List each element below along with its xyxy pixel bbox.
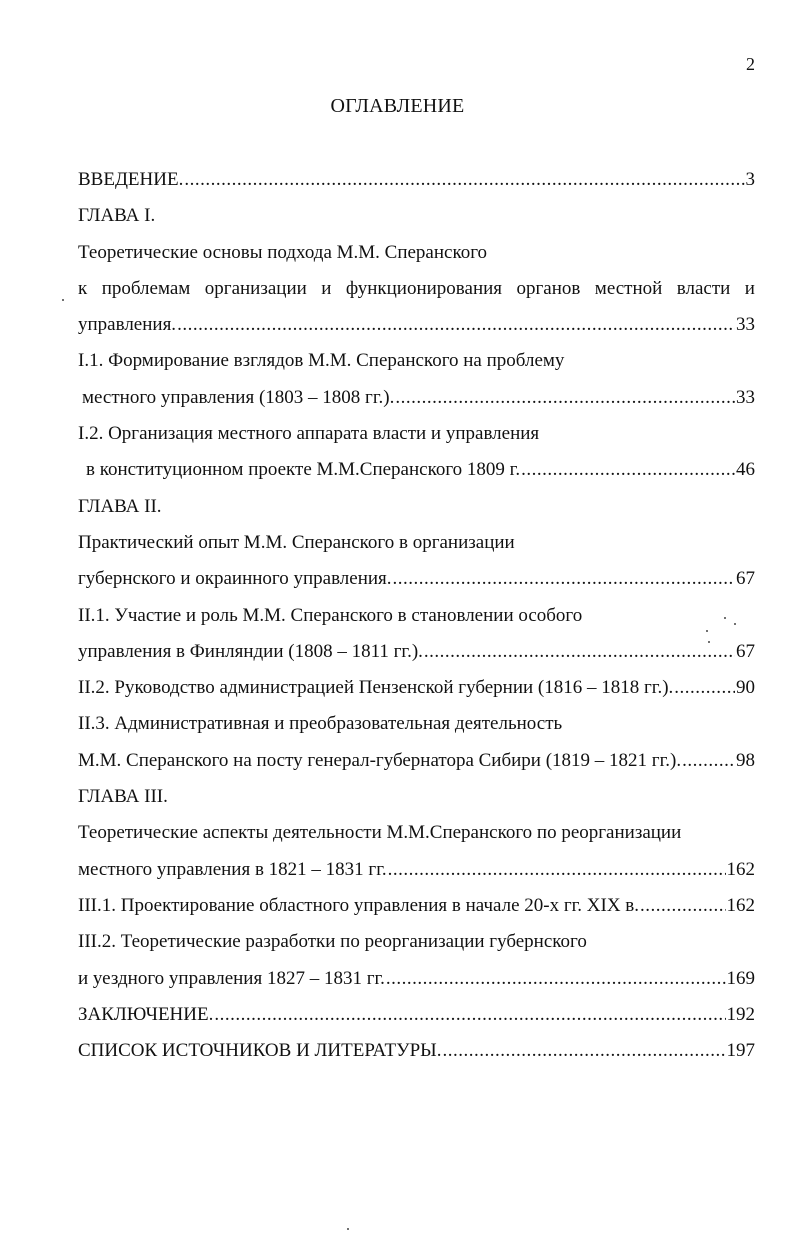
toc-entry-text: управления. <box>78 314 177 336</box>
page-number: 2 <box>746 54 755 74</box>
toc-page-ref: 162 <box>726 858 755 880</box>
chapter-title-justified-line <box>78 276 755 312</box>
scan-speck <box>724 617 726 619</box>
scan-speck <box>706 630 708 632</box>
chapter-heading: ГЛАВА III. <box>78 786 168 808</box>
section-title-line: I.1. Формирование взглядов М.М. Сперанского на проблему <box>78 350 565 372</box>
toc-entry-text: в конституционном проекте М.М.Сперанского 1809 г. <box>86 459 521 481</box>
toc-entry-text: III.1. Проектирование областного управления в начале 20-х гг. XIX в. <box>78 894 640 916</box>
toc-entry-conclusion <box>78 1002 755 1038</box>
word: местной <box>594 277 663 299</box>
dot-leader <box>521 457 735 483</box>
word: организации <box>204 277 307 299</box>
dot-leader <box>177 312 735 338</box>
chapter-title-line: Практический опыт М.М. Сперанского в организации <box>78 531 515 553</box>
dot-leader <box>674 675 735 701</box>
word: и <box>321 277 332 299</box>
toc-entry-text: II.2. Руководство администрацией Пензенской губернии (1816 – 1818 гг.). <box>78 677 674 699</box>
toc-entry-sources <box>78 1038 755 1074</box>
toc-page-ref: 98 <box>736 749 755 771</box>
toc-entry-text: местного управления в 1821 – 1831 гг. <box>78 858 387 880</box>
toc-entry-text: управления в Финляндии (1808 – 1811 гг.). <box>78 640 423 662</box>
toc-page-ref: 3 <box>745 169 755 190</box>
toc-page-ref: 33 <box>736 314 755 336</box>
toc-page-ref: 33 <box>736 386 755 408</box>
dot-leader <box>393 566 735 592</box>
toc-entry-text: местного управления (1803 – 1808 гг.). <box>82 386 395 408</box>
dot-leader <box>386 966 726 992</box>
word: к <box>78 277 88 299</box>
dot-leader <box>395 385 735 411</box>
dot-leader <box>388 857 726 883</box>
toc-page-ref: 90 <box>736 677 755 699</box>
dot-leader <box>682 748 735 774</box>
dot-leader <box>424 639 735 665</box>
toc-entry-text: ЗАКЛЮЧЕНИЕ. <box>78 1003 214 1025</box>
chapter-title-line: Теоретические аспекты деятельности М.М.Сперанского по реорганизации <box>78 822 682 844</box>
toc-entry-text: и уездного управления 1827 – 1831 гг. <box>78 967 385 989</box>
section-title-line: II.3. Административная и преобразовательная деятельность <box>78 713 563 735</box>
word: и <box>744 277 755 299</box>
toc-entry-text: М.М. Сперанского на посту генерал-губернатора Сибири (1819 – 1821 гг.). <box>78 749 682 771</box>
toc-entry-ch1 <box>78 312 755 348</box>
scan-speck <box>62 299 64 301</box>
scan-speck <box>734 623 736 625</box>
toc-page-ref: 67 <box>736 568 755 590</box>
toc-entry-ch3 <box>78 857 755 893</box>
toc-page-ref: 169 <box>726 967 755 989</box>
toc-entry-s21 <box>78 639 755 675</box>
chapter-title-line: Теоретические основы подхода М.М. Сперанского <box>78 241 488 263</box>
chapter-heading: ГЛАВА II. <box>78 495 162 517</box>
section-title-line: III.2. Теоретические разработки по реорганизации губернского <box>78 931 587 953</box>
dot-leader <box>214 1002 725 1028</box>
toc-page-ref: 67 <box>736 640 755 662</box>
toc-entry-s32 <box>78 966 755 1002</box>
dot-leader <box>184 167 744 193</box>
toc-entry-intro <box>78 167 755 203</box>
page-title: ОГЛАВЛЕНИЕ <box>330 95 465 117</box>
toc-page-ref: 162 <box>726 894 755 916</box>
toc-entry-text: губернского и окраинного управления. <box>78 568 392 590</box>
toc-entry-s22 <box>78 675 755 711</box>
dot-leader <box>640 893 725 919</box>
word: органов <box>516 277 581 299</box>
toc-page-ref: 192 <box>726 1003 755 1025</box>
word: функционирования <box>345 277 503 299</box>
scan-speck <box>708 641 710 643</box>
toc-entry-s11 <box>78 385 755 421</box>
toc-entry-s12 <box>78 457 755 493</box>
dot-leader <box>443 1038 726 1064</box>
toc-page-ref: 197 <box>726 1040 755 1062</box>
toc-entry-text: СПИСОК ИСТОЧНИКОВ И ЛИТЕРАТУРЫ. <box>78 1040 442 1062</box>
table-of-contents <box>78 167 755 1074</box>
chapter-heading: ГЛАВА I. <box>78 205 156 227</box>
toc-entry-text: ВВЕДЕНИЕ. <box>78 169 184 190</box>
toc-entry-ch2 <box>78 566 755 602</box>
word: проблемам <box>101 277 191 299</box>
word: власти <box>676 277 731 299</box>
section-title-line: I.2. Организация местного аппарата власти и управления <box>78 423 540 445</box>
section-title-line: II.1. Участие и роль М.М. Сперанского в становлении особого <box>78 604 583 626</box>
toc-page-ref: 46 <box>736 459 755 481</box>
toc-entry-s31 <box>78 893 755 929</box>
toc-entry-s23 <box>78 748 755 784</box>
scan-speck <box>347 1228 349 1230</box>
